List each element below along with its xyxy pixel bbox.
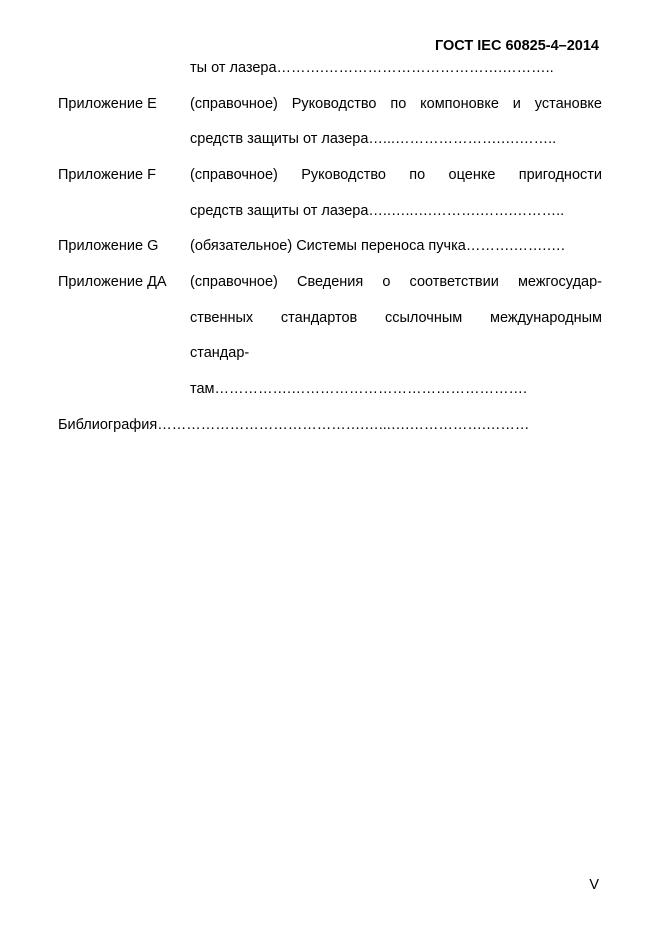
toc-appendix-g-label: Приложение G xyxy=(58,238,159,254)
toc-appendix-f-title-cont: средств защиты от лазера…..…..….……….…….……….. xyxy=(190,203,565,219)
toc-appendix-da-title-cont: там…………….…………………………………………. xyxy=(190,381,528,397)
toc-appendix-da-title: (справочное) Сведения о соответствии межгосудар- xyxy=(190,274,602,290)
document-header: ГОСТ IEC 60825-4–2014 xyxy=(434,38,599,54)
toc-bibliography: Библиография…………………………………….…...….…………….……… xyxy=(58,417,530,433)
toc-appendix-da-label: Приложение ДА xyxy=(58,274,167,290)
page-number: V xyxy=(589,877,599,893)
toc-line: ты от лазера……….……………………………….……….. xyxy=(190,60,554,76)
toc-appendix-e-label: Приложение E xyxy=(58,96,157,112)
toc-appendix-f-label: Приложение F xyxy=(58,167,156,183)
toc-appendix-g-title: (обязательное) Системы переноса пучка……….…….…. xyxy=(190,238,565,254)
toc-appendix-da-title-cont: ственных стандартов ссылочным международным xyxy=(190,310,602,326)
toc-appendix-f-title: (справочное) Руководство по оценке пригодности xyxy=(190,167,602,183)
toc-appendix-da-title-cont: стандар- xyxy=(190,345,250,361)
toc-appendix-e-title-cont: средств защиты от лазера…...………………….….…….. xyxy=(190,131,557,147)
toc-appendix-e-title: (справочное) Руководство по компоновке и установке xyxy=(190,96,602,112)
